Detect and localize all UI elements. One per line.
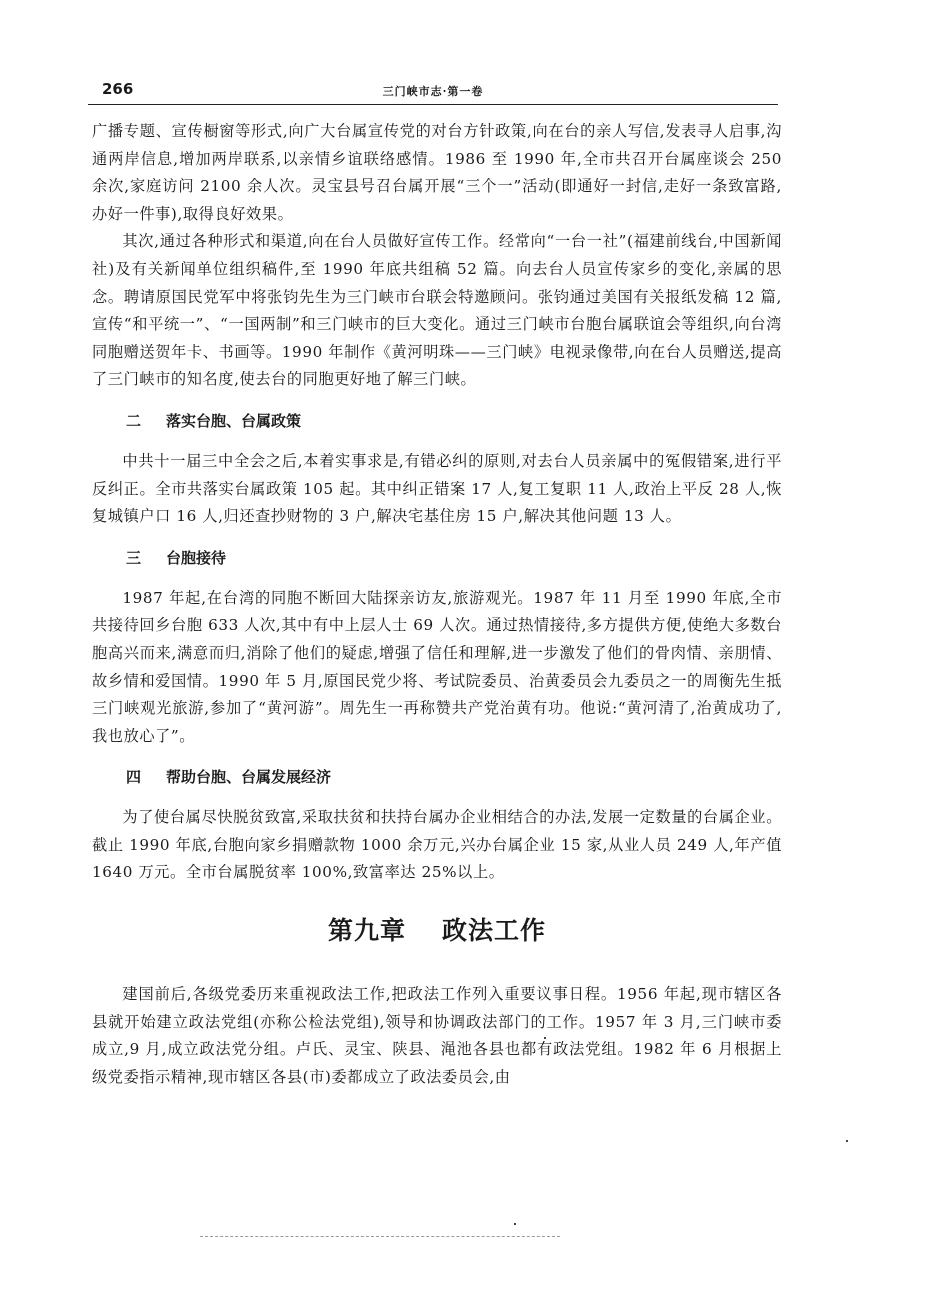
scan-artifact-dot xyxy=(846,1140,848,1142)
chapter-name: 政法工作 xyxy=(442,916,547,946)
section-number: 三 xyxy=(126,548,142,567)
paragraph-publicity: 其次,通过各种形式和渠道,向在台人员做好宣传工作。经常向“一台一社”(福建前线台,中国新闻社)及有关新闻单位组织稿件,至 1990 年底共组稿 52 篇。向去台人员宣传家乡的变化,亲属的思念。聘请原国民党军中将张钧先生为三门峡市台联会特邀顾问。张钧通过美国有关报纸发稿 12 篇,宣传“和平统一”、“一国两制”和三门峡市的巨大变化。通过三门峡市台胞台属联谊会等组织,向台湾同胞赠送贺年卡、书画等。1990 年制作《黄河明珠——三门峡》电视录像带,向在台人员赠送,提高了三门峡市的知名度,使去台的同胞更好地了解三门峡。 xyxy=(92,232,782,389)
section-title: 落实台胞、台属政策 xyxy=(166,411,302,430)
paragraph-policy: 中共十一届三中全会之后,本着实事求是,有错必纠的原则,对去台人员亲属中的冤假错案,进行平反纠正。全市共落实台属政策 105 起。其中纠正错案 17 人,复工复职 11 人,政治上平反 28 人,恢复城镇户口 16 人,归还查抄财物的 3 户,解决宅基住房 15 户,解决其他问题 13 人。 xyxy=(92,451,782,526)
page-body xyxy=(92,118,782,1091)
scan-artifact-dot xyxy=(514,1223,516,1225)
paragraph-economy: 为了使台属尽快脱贫致富,采取扶贫和扶持台属办企业相结合的办法,发展一定数量的台属企业。截止 1990 年底,台胞向家乡捐赠款物 1000 余万元,兴办台属企业 15 家,从业人员 249 人,年产值 1640 万元。全市台属脱贫率 100%,致富率达 25%以上。 xyxy=(92,808,782,882)
section-heading-policy xyxy=(92,408,782,434)
paragraph-reception: 1987 年起,在台湾的同胞不断回大陆探亲访友,旅游观光。1987 年 11 月至 1990 年底,全市共接待回乡台胞 633 人次,其中有中上层人士 69 人次。通过热情接待,多方提供方便,使绝大多数台胞高兴而来,满意而归,消除了他们的疑虑,增强了信任和理解,进一步激发了他们的骨肉情、亲朋情、故乡情和爱国情。1990 年 5 月,原国民党少将、考试院委员、治黄委员会九委员之一的周衡先生抵三门峡观光旅游,参加了“黄河游”。周先生一再称赞共产党治黄有功。他说:“黄河清了,治黄成功了,我也放心了”。 xyxy=(92,588,782,745)
section-number: 四 xyxy=(126,768,142,787)
scan-artifact-line xyxy=(200,1236,560,1237)
section-number: 二 xyxy=(126,411,142,430)
running-title: 三门峡市志·第一卷 xyxy=(382,85,484,98)
chapter-number: 第九章 xyxy=(327,916,406,946)
section-heading-economy xyxy=(92,764,782,790)
section-title: 台胞接待 xyxy=(166,548,227,567)
page-header xyxy=(88,78,778,105)
page-number: 266 xyxy=(102,80,134,98)
section-title: 帮助台胞、台属发展经济 xyxy=(166,768,332,787)
paragraph-continued: 广播专题、宣传橱窗等形式,向广大台属宣传党的对台方针政策,向在台的亲人写信,发表寻人启事,沟通两岸信息,增加两岸联系,以亲情乡谊联络感情。1986 至 1990 年,全市共召开台属座谈会 250 余次,家庭访问 2100 余人次。灵宝县号召台属开展“三个一”活动(即通好一封信,走好一条致富路,办好一件事),取得良好效果。 xyxy=(92,122,782,223)
chapter-title xyxy=(92,911,782,947)
scan-artifact-dot xyxy=(544,1037,546,1039)
section-heading-reception xyxy=(92,545,782,571)
paragraph-chapter-intro: 建国前后,各级党委历来重视政法工作,把政法工作列入重要议事日程。1956 年起,现市辖区各县就开始建立政法党组(亦称公检法党组),领导和协调政法部门的工作。1957 年 3 月,三门峡市委成立,9 月,成立政法党分组。卢氏、灵宝、陕县、渑池各县也都有政法党组。1982 年 6 月根据上级党委指示精神,现市辖区各县(市)委都成立了政法委员会,由 xyxy=(92,985,782,1086)
